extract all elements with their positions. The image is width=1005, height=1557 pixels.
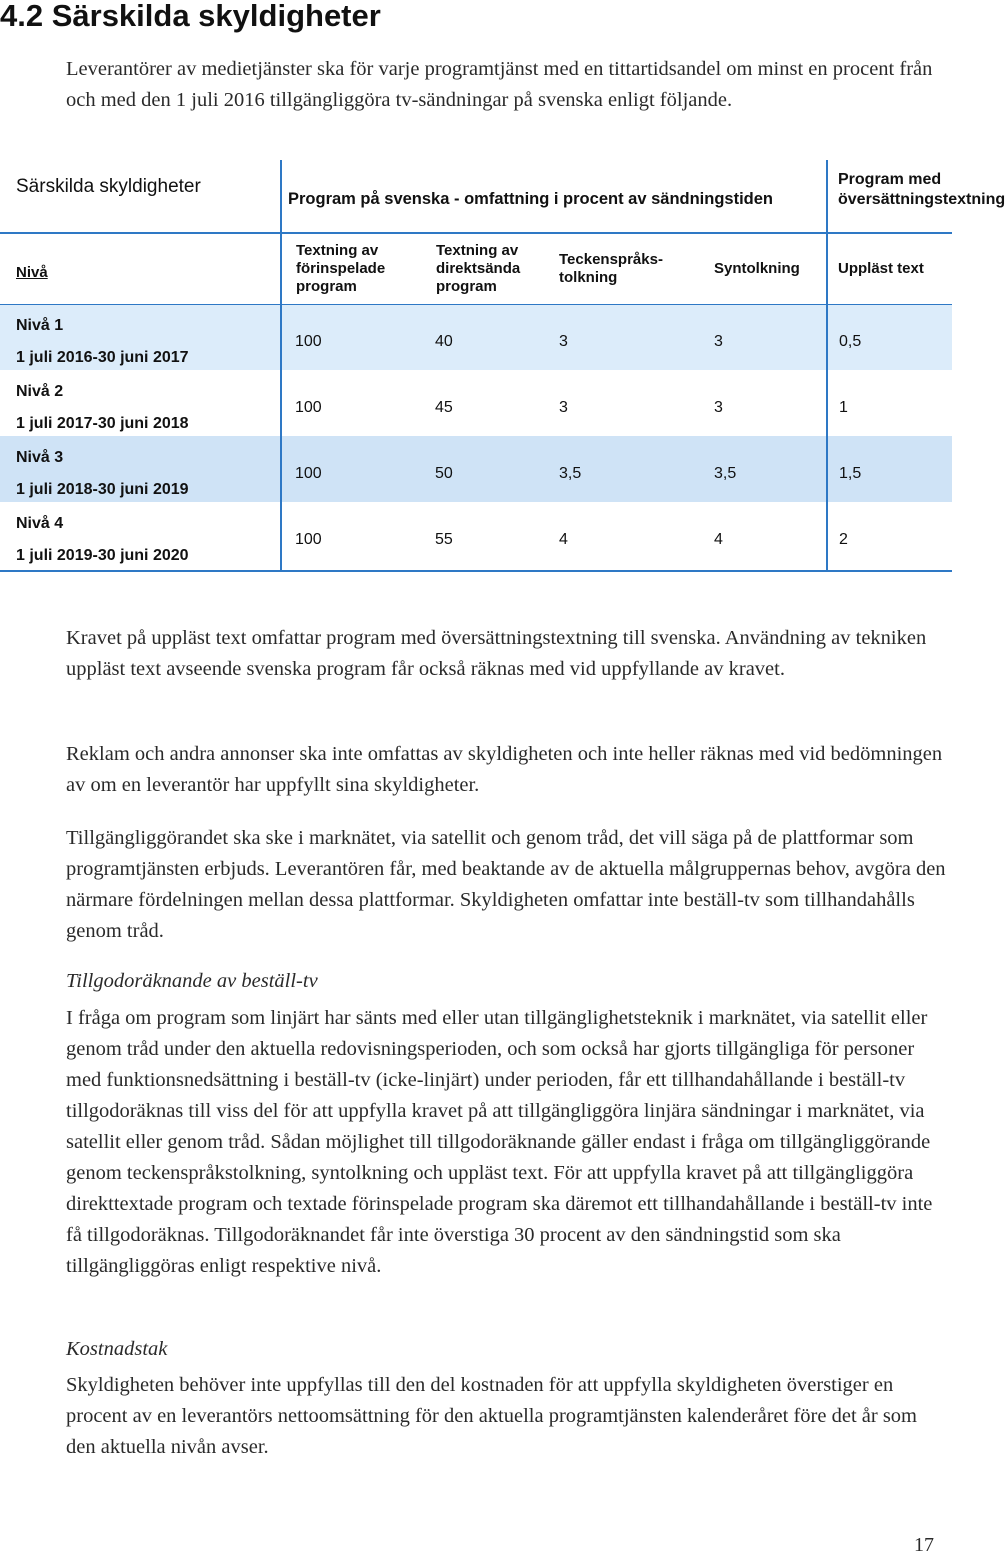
column-header: Teckenspråks-tolkning	[559, 251, 663, 286]
table-cell: 55	[435, 531, 453, 548]
level-period: 1 juli 2016-30 juni 2017	[16, 349, 189, 366]
page-number: 17	[914, 1534, 934, 1556]
subheading-bestall-tv: Tillgodoräknande av beställ-tv	[66, 970, 318, 992]
paragraph-reklam: Reklam och andra annonser ska inte omfattas av skyldigheten och inte heller räknas med vid bedömningen av om en leverantör har uppfyllt sina skyldigheter.	[66, 743, 943, 796]
level-period: 1 juli 2017-30 juni 2018	[16, 415, 189, 432]
table-cell: 45	[435, 399, 453, 416]
column-header: Syntolkning	[714, 260, 800, 277]
table-cell: 40	[435, 333, 453, 350]
header-rule	[0, 304, 952, 305]
subheading-kostnadstak: Kostnadstak	[66, 1338, 168, 1360]
paragraph-kostnadstak: Skyldigheten behöver inte uppfyllas till den del kostnaden för att uppfylla skyldigheten överstiger en procent av en leverantörs nettoomsättning för den aktuella programtjänsten kalenderåret före det år som den aktuella nivån avser.	[66, 1374, 917, 1458]
level-period: 1 juli 2018-30 juni 2019	[16, 481, 189, 498]
level-name: Nivå 2	[16, 383, 64, 400]
group-header: Program på svenska - omfattning i procent av sändningstiden	[288, 190, 774, 208]
section-heading: 4.2 Särskilda skyldigheter	[0, 0, 381, 33]
table-cell: 3,5	[559, 465, 582, 482]
intro-paragraph: Leverantörer av medietjänster ska för varje programtjänst med en tittartidsandel om minst en procent från och med den 1 juli 2016 tillgängliggöra tv-sändningar på svenska enligt följande.	[66, 58, 933, 111]
table-cell: 2	[839, 531, 848, 548]
right-header: Program med översättningstextning	[838, 171, 1005, 208]
paragraph-bestall-tv: I fråga om program som linjärt har sänts med eller utan tillgänglighetsteknik i marknätet, via satellit eller genom tråd under den aktuella redovisningsperioden, och som också har gjorts tillgängliga för personer med funktionsnedsättning i beställ-tv (icke-linjärt) under perioden, får ett tillhandahållande i beställ-tv tillgodoräknas till viss del för att uppfylla kravet på att tillgängliggöra linjära sändningar i marknätet, via satellit eller genom tråd. Sådan möjlighet till tillgodoräknande gäller endast i fråga om tillgängliggörande genom teckenspråkstolkning, syntolkning och uppläst text. För att uppfylla kravet på att tillgängliggöra direkttextade program och textade förinspelade program ska däremot ett tillhandahållande i beställ-tv inte få tillgodoräknas. Tillgodoräknandet får inte överstiga 30 procent av den sändningstid som ska tillgängliggöras enligt respektive nivå.	[66, 1007, 933, 1277]
level-period: 1 juli 2019-30 juni 2020	[16, 547, 189, 564]
level-name: Nivå 4	[16, 515, 64, 532]
table-cell: 100	[295, 333, 322, 350]
table-corner-title: Särskilda skyldigheter	[16, 176, 201, 197]
level-name: Nivå 1	[16, 317, 64, 334]
column-header: Uppläst text	[838, 260, 924, 277]
column-divider	[280, 160, 282, 572]
obligations-table	[0, 160, 1005, 572]
paragraph-tillgangliggorande: Tillgängliggörandet ska ske i marknätet, via satellit och genom tråd, det vill säga på de plattformar som programtjänsten erbjuds. Leverantören får, med beaktande av de aktuella målgruppernas behov, avgöra den närmare fördelningen mellan dessa plattformar. Skyldigheten omfattar inte beställ-tv som tillhandahålls genom tråd.	[66, 827, 946, 942]
table-cell: 3	[559, 399, 568, 416]
table-cell: 3	[714, 399, 723, 416]
table-cell: 0,5	[839, 333, 862, 350]
table-cell: 50	[435, 465, 453, 482]
column-header: Textning av direktsända program	[436, 242, 521, 295]
table-bottom-rule	[0, 570, 952, 572]
table-cell: 1,5	[839, 465, 862, 482]
table-cell: 100	[295, 399, 322, 416]
header-rule	[0, 232, 952, 234]
table-cell: 4	[559, 531, 568, 548]
table-cell: 1	[839, 399, 848, 416]
table-cell: 3,5	[714, 465, 737, 482]
table-cell: 3	[559, 333, 568, 350]
column-header: Textning av förinspelade program	[296, 242, 386, 295]
table-cell: 4	[714, 531, 723, 548]
table-cell: 3	[714, 333, 723, 350]
level-name: Nivå 3	[16, 449, 64, 466]
column-divider	[826, 160, 828, 572]
table-cell: 100	[295, 531, 322, 548]
paragraph-upplast-text: Kravet på uppläst text omfattar program med översättningstextning till svenska. Användning av tekniken uppläst text avseende svenska program får också räknas med vid uppfyllande av kravet.	[66, 627, 927, 680]
table-cell: 100	[295, 465, 322, 482]
level-column-header: Nivå	[16, 264, 48, 281]
